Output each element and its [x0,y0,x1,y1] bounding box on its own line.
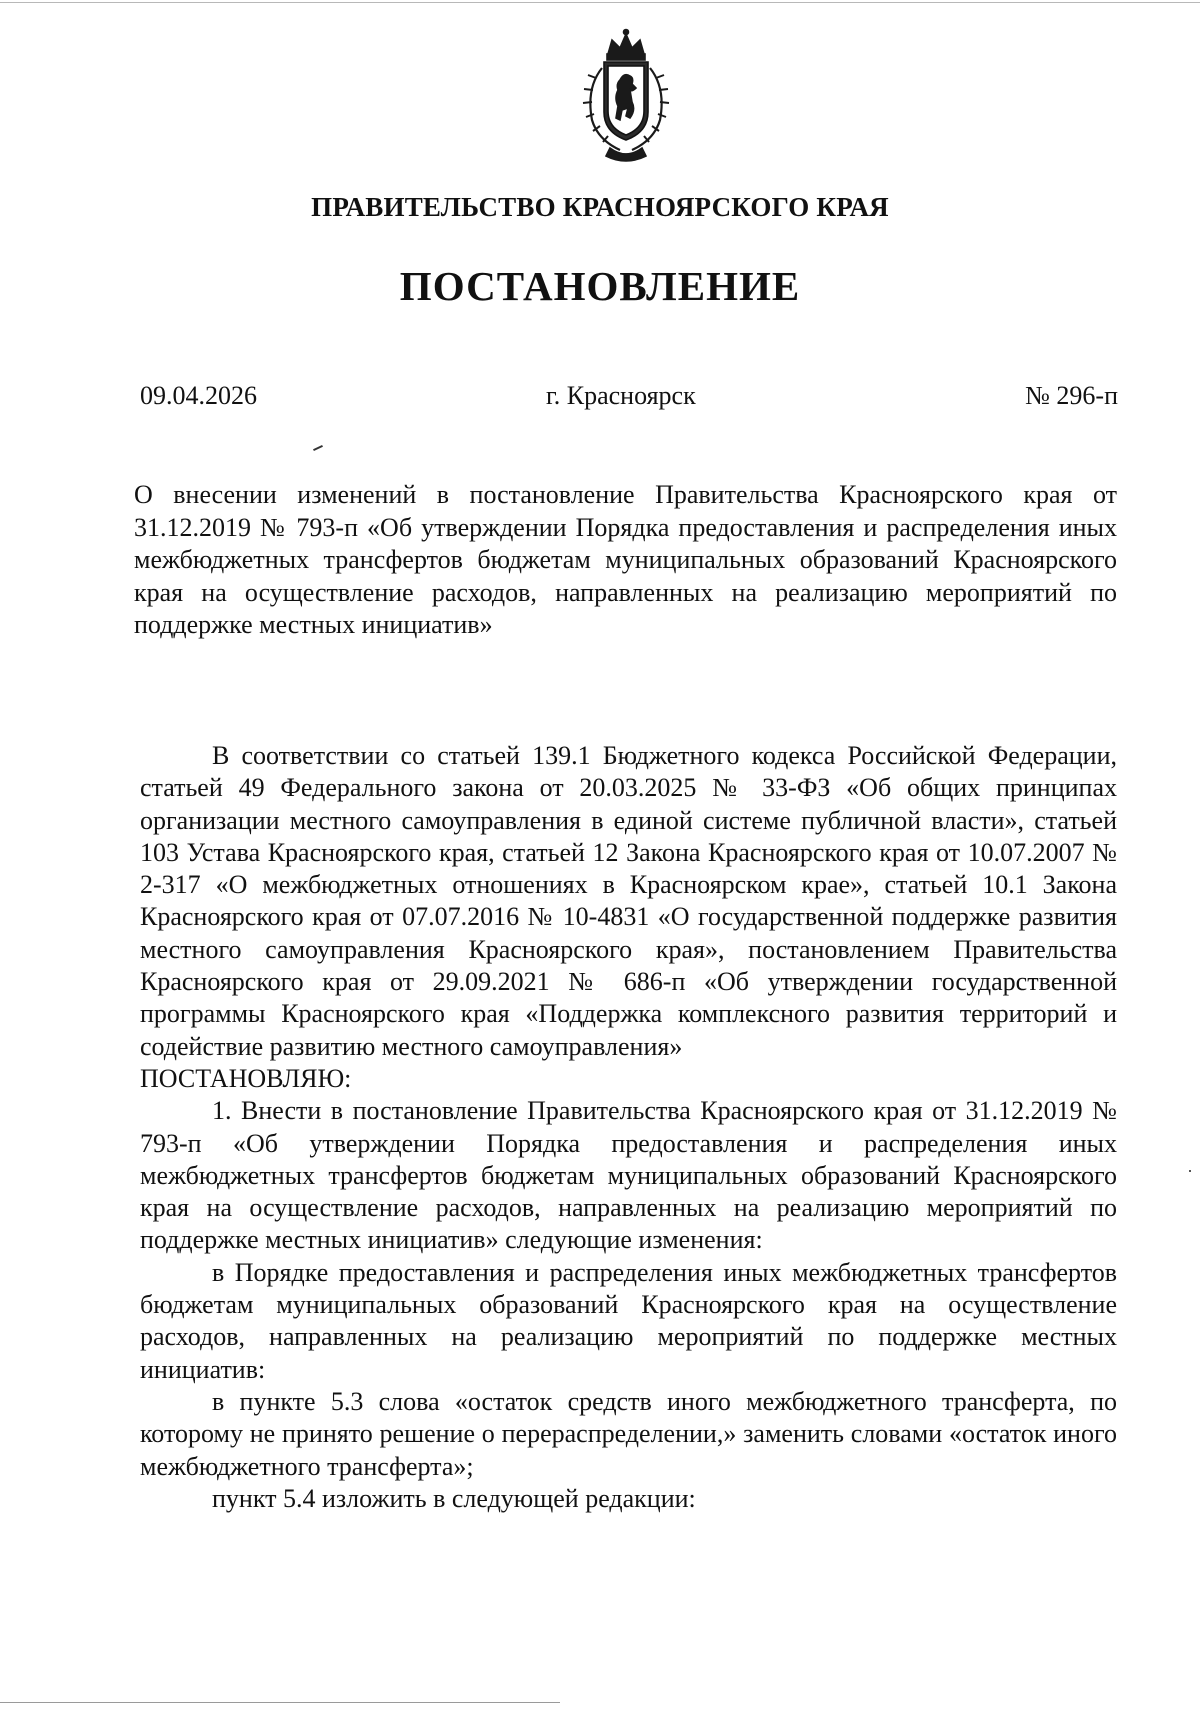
body-paragraph: пункт 5.4 изложить в следующей редакции: [212,1483,696,1513]
scan-mark [313,445,323,451]
document-body [140,740,1117,1515]
resolve-word: ПОСТАНОВЛЯЮ: [140,1063,352,1093]
body-paragraph: 1. Внести в постановление Правительства Красноярского края от 31.12.2019 № 793-п «Об утверждении Порядка предоставления и распределения иных межбюджетных трансфертов бюджетам муниципальных образований Красноярского края на осуществление расходов, направленных на реализацию мероприятий по поддержке местных инициатив» следующие изменения: [140,1096,1117,1255]
document-city: г. Красноярск [546,381,696,410]
organization-title: ПРАВИТЕЛЬСТВО КРАСНОЯРСКОГО КРАЯ [311,192,889,222]
preamble-paragraph: В соответствии со статьей 139.1 Бюджетного кодекса Российской Федерации, статьей 49 Федерального закона от 20.03.2025 № 33-ФЗ «Об общих принципах организации местного самоуправления в единой системе публичной власти», статьей 103 Устава Красноярского края, статьей 12 Закона Красноярского края от 10.07.2007 № 2-317 «О межбюджетных отношениях в Красноярском крае», статьей 10.1 Закона Красноярского края от 07.07.2016 № 10-4831 «О государственной поддержке развития местного самоуправления Красноярского края», постановлением Правительства Красноярского края от 29.09.2021 № 686-п «Об утверждении государственной программы Красноярского края «Поддержка комплексного развития территорий и содействие развитию местного самоуправления» [140,741,1117,1061]
document-subject: О внесении изменений в постановление Правительства Красноярского края от 31.12.2019 № 793-п «Об утверждении Порядка предоставления и распределения иных межбюджетных трансфертов бюджетам муниципальных образований Красноярского края на осуществление расходов, направленных на реализацию мероприятий по поддержке местных инициатив» [134,480,1117,640]
body-paragraph: в Порядке предоставления и распределения иных межбюджетных трансфертов бюджетам муниципальных образований Красноярского края на осуществление расходов, направленных на реализацию мероприятий по поддержке местных инициатив: [140,1257,1117,1384]
body-paragraph: в пункте 5.3 слова «остаток средств иного межбюджетного трансферта, по которому не принято решение о перераспределении,» заменить словами «остаток иного межбюджетного трансферта»; [140,1386,1117,1481]
scan-dot [1189,1170,1191,1172]
document-meta-row [140,381,1118,411]
document-type-heading: ПОСТАНОВЛЕНИЕ [399,263,801,309]
scan-edge-bottom [0,1702,560,1703]
document-date: 09.04.2026 [140,381,257,410]
document-number: № 296-п [1025,381,1118,410]
coat-of-arms-icon [574,28,678,164]
scan-edge-top [0,2,1200,3]
